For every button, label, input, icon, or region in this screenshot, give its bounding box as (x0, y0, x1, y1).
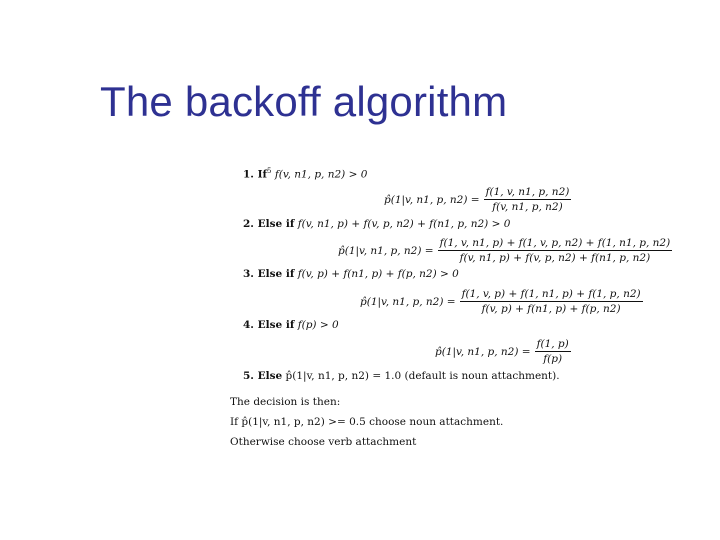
step-2-denominator: f(v, n1, p) + f(v, p, n2) + f(n1, p, n2) (459, 252, 651, 264)
step-1-denominator: f(v, n1, p, n2) (492, 201, 563, 213)
step-2-estimate-lhs: p̂(1|v, n1, p, n2) = (338, 244, 434, 257)
step-5-text: p̂(1|v, n1, p, n2) = 1.0 (default is noun attachment). (285, 370, 560, 382)
step-2-estimate (338, 237, 672, 264)
step-4-estimate (435, 338, 571, 365)
step-3-fraction (460, 288, 643, 315)
slide-title: The backoff algorithm (100, 78, 508, 125)
step-1-label: 1. If (243, 168, 268, 181)
step-3-estimate (360, 288, 643, 315)
step-1-condition (243, 167, 367, 181)
step-3-estimate-lhs: p̂(1|v, n1, p, n2) = (360, 295, 456, 308)
step-5-label: 5. Else (243, 370, 283, 382)
step-2-condition-text: f(v, n1, p) + f(v, p, n2) + f(n1, p, n2) > 0 (297, 218, 511, 230)
step-2-label: 2. Else if (243, 218, 295, 230)
step-1-condition-text: f(v, n1, p, n2) > 0 (274, 168, 368, 181)
step-1-estimate (384, 186, 571, 213)
step-4-fraction (535, 338, 571, 365)
step-4-label: 4. Else if (243, 319, 295, 331)
decision-otherwise: Otherwise choose verb attachment (230, 436, 417, 448)
step-3-numerator: f(1, v, p) + f(1, n1, p) + f(1, p, n2) (461, 288, 641, 300)
step-1-numerator: f(1, v, n1, p, n2) (485, 186, 570, 198)
step-2-fraction (438, 237, 673, 264)
step-2-condition (243, 218, 510, 230)
step-4-condition-text: f(p) > 0 (297, 319, 339, 331)
step-4-condition (243, 319, 339, 331)
step-2-numerator: f(1, v, n1, p) + f(1, v, p, n2) + f(1, n1, p, n2) (439, 237, 671, 249)
step-4-estimate-lhs: p̂(1|v, n1, p, n2) = (435, 345, 531, 358)
step-1-estimate-lhs: p̂(1|v, n1, p, n2) = (384, 193, 480, 206)
step-3-label: 3. Else if (243, 268, 295, 280)
decision-rule: If p̂(1|v, n1, p, n2) >= 0.5 choose noun attachment. (230, 416, 504, 428)
step-1-footnote: 5 (267, 167, 272, 175)
step-3-condition-text: f(v, p) + f(n1, p) + f(p, n2) > 0 (297, 268, 459, 280)
decision-intro: The decision is then: (230, 396, 341, 408)
step-4-numerator: f(1, p) (536, 338, 569, 350)
step-3-condition (243, 268, 459, 280)
step-3-denominator: f(v, p) + f(n1, p) + f(p, n2) (481, 303, 621, 315)
step-4-denominator: f(p) (543, 353, 563, 365)
step-1-fraction (484, 186, 572, 213)
step-5-default (243, 370, 560, 382)
